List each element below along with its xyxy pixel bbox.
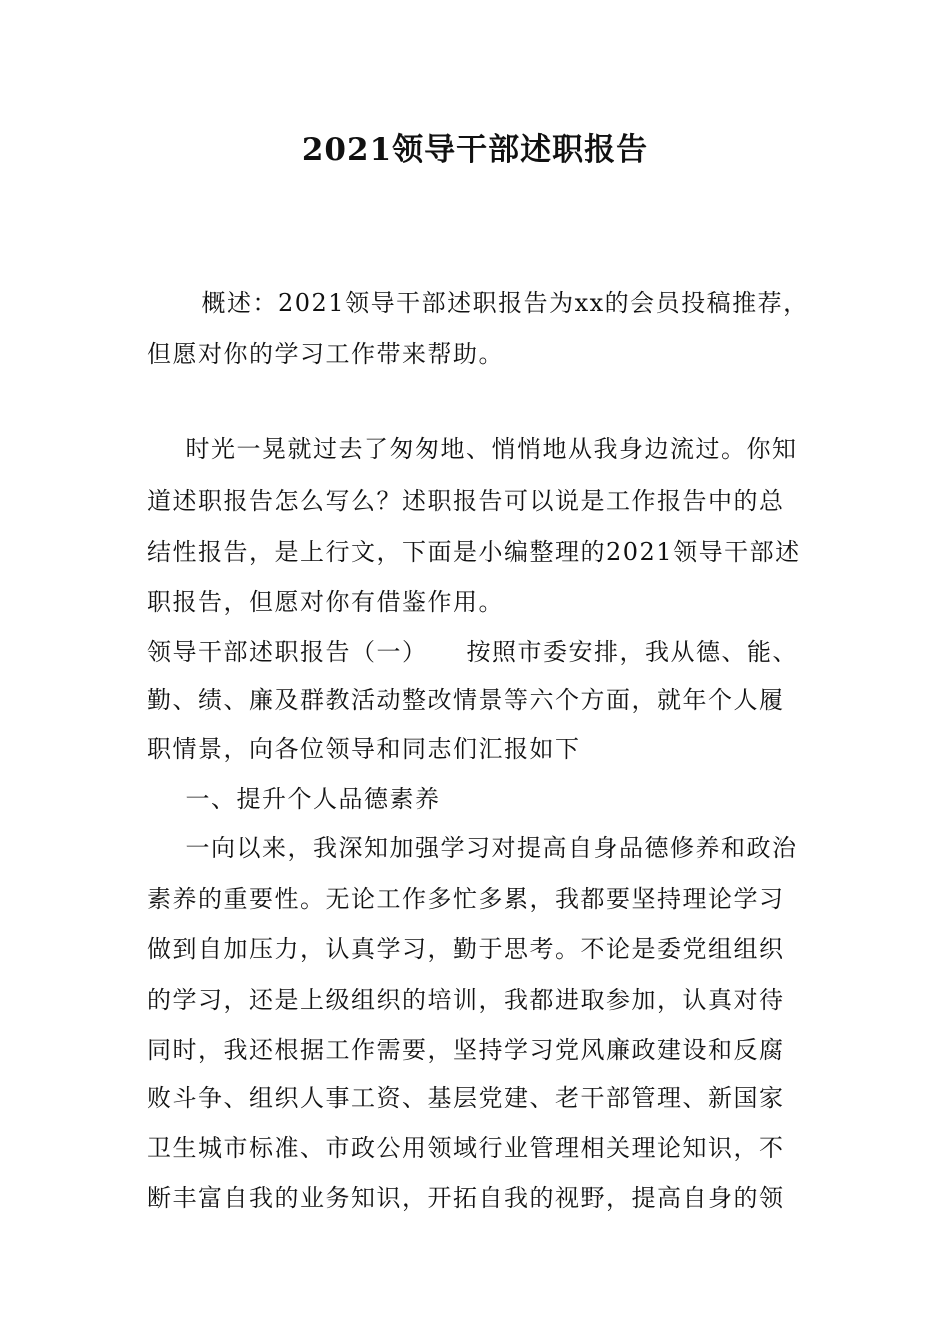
paragraph-line: 道述职报告怎么写么？述职报告可以说是工作报告中的总 <box>147 487 785 515</box>
paragraph-line: 职报告，但愿对你有借鉴作用。 <box>147 588 504 616</box>
paragraph-line: 的学习，还是上级组织的培训，我都进取参加，认真对待 <box>147 986 785 1014</box>
paragraph-line: 素养的重要性。无论工作多忙多累，我都要坚持理论学习 <box>147 885 785 913</box>
paragraph-line: 同时，我还根据工作需要，坚持学习党风廉政建设和反腐 <box>147 1036 785 1064</box>
paragraph-line: 职情景，向各位领导和同志们汇报如下 <box>147 735 581 763</box>
paragraph-line: 但愿对你的学习工作带来帮助。 <box>147 340 504 368</box>
paragraph-line: 断丰富自我的业务知识，开拓自我的视野，提高自身的领 <box>147 1184 785 1212</box>
paragraph-line: 做到自加压力，认真学习，勤于思考。不论是委党组组织 <box>147 935 785 963</box>
paragraph-line: 败斗争、组织人事工资、基层党建、老干部管理、新国家 <box>147 1084 785 1112</box>
document-title: 2021领导干部述职报告 <box>301 132 649 168</box>
paragraph-line: 结性报告，是上行文，下面是小编整理的2021领导干部述 <box>147 538 801 566</box>
paragraph-line: 概述：2021领导干部述职报告为xx的会员投稿推荐， <box>176 289 809 317</box>
paragraph-line: 卫生城市标准、市政公用领域行业管理相关理论知识，不 <box>147 1134 785 1162</box>
section-heading: 一、提升个人品德素养 <box>160 785 441 813</box>
paragraph-line: 一向以来，我深知加强学习对提高自身品德修养和政治 <box>160 834 798 862</box>
paragraph-line: 勤、绩、廉及群教活动整改情景等六个方面，就年个人履 <box>147 686 785 714</box>
paragraph-line: 领导干部述职报告（一） 按照市委安排，我从德、能、 <box>147 638 798 666</box>
paragraph-line: 时光一晃就过去了匆匆地、悄悄地从我身边流过。你知 <box>160 435 798 463</box>
